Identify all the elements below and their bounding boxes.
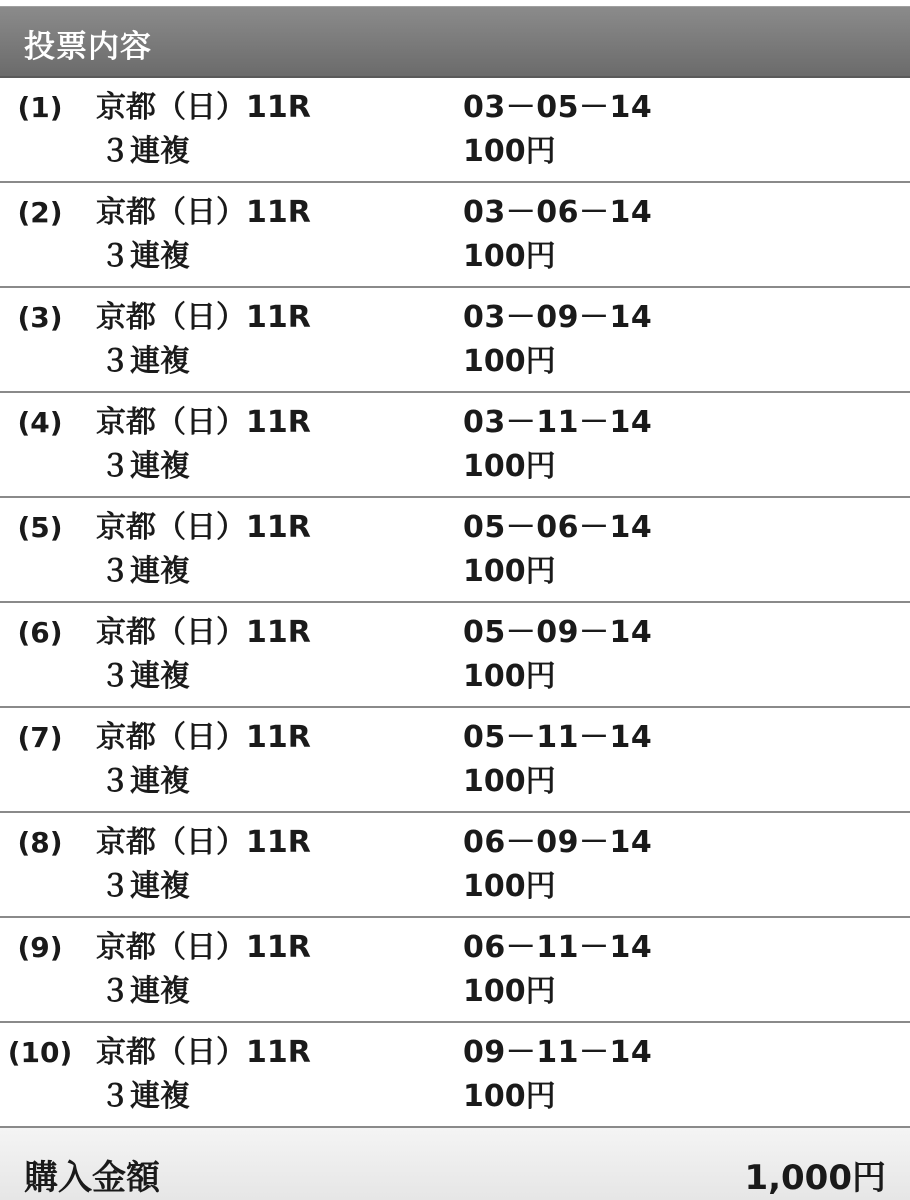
total-footer [0, 1128, 910, 1200]
bet-amount: 100円 [463, 344, 556, 379]
bet-amount: 100円 [463, 659, 556, 694]
bet-index: (4) [17, 406, 63, 439]
bet-index: (2) [17, 196, 63, 229]
bet-type: ３連複 [100, 869, 190, 904]
bet-index: (10) [7, 1036, 73, 1069]
bet-amount: 100円 [463, 134, 556, 169]
bet-row [0, 498, 910, 603]
bet-type: ３連複 [100, 1079, 190, 1114]
bet-venue-race: 京都（日）11R [96, 930, 311, 965]
bet-row [0, 393, 910, 498]
bet-index: (6) [17, 616, 63, 649]
bet-row [0, 1023, 910, 1128]
bet-type: ３連複 [100, 239, 190, 274]
bet-amount: 100円 [463, 1079, 556, 1114]
bet-amount: 100円 [463, 554, 556, 589]
bet-index: (7) [17, 721, 63, 754]
bet-index: (1) [17, 91, 63, 124]
bet-combination: 05－11－14 [463, 720, 653, 755]
bet-type: ３連複 [100, 449, 190, 484]
bet-venue-race: 京都（日）11R [96, 720, 311, 755]
bet-amount: 100円 [463, 239, 556, 274]
bet-row [0, 288, 910, 393]
bet-venue-race: 京都（日）11R [96, 510, 311, 545]
bet-type: ３連複 [100, 554, 190, 589]
bet-venue-race: 京都（日）11R [96, 825, 311, 860]
bet-amount: 100円 [463, 869, 556, 904]
bet-combination: 05－06－14 [463, 510, 653, 545]
bet-combination: 05－09－14 [463, 615, 653, 650]
bet-row [0, 813, 910, 918]
bet-index: (9) [17, 931, 63, 964]
section-header [0, 6, 910, 78]
bet-index: (3) [17, 301, 63, 334]
bet-amount: 100円 [463, 974, 556, 1009]
bet-combination: 06－11－14 [463, 930, 653, 965]
bet-venue-race: 京都（日）11R [96, 1035, 311, 1070]
bet-combination: 03－05－14 [463, 90, 653, 125]
bet-index: (8) [17, 826, 63, 859]
bet-list [0, 78, 910, 1128]
bet-row [0, 918, 910, 1023]
bet-venue-race: 京都（日）11R [96, 90, 311, 125]
bet-type: ３連複 [100, 344, 190, 379]
total-amount: 1,000円 [744, 1158, 886, 1198]
bet-amount: 100円 [463, 449, 556, 484]
bet-combination: 03－06－14 [463, 195, 653, 230]
bet-combination: 06－09－14 [463, 825, 653, 860]
bet-venue-race: 京都（日）11R [96, 195, 311, 230]
bet-combination: 09－11－14 [463, 1035, 653, 1070]
bet-venue-race: 京都（日）11R [96, 300, 311, 335]
bet-type: ３連複 [100, 974, 190, 1009]
bet-type: ３連複 [100, 134, 190, 169]
total-label: 購入金額 [24, 1158, 160, 1198]
bet-venue-race: 京都（日）11R [96, 615, 311, 650]
bet-row [0, 183, 910, 288]
section-title: 投票内容 [24, 29, 152, 65]
bet-combination: 03－11－14 [463, 405, 653, 440]
bet-row [0, 708, 910, 813]
bet-venue-race: 京都（日）11R [96, 405, 311, 440]
bet-type: ３連複 [100, 659, 190, 694]
bet-combination: 03－09－14 [463, 300, 653, 335]
bet-index: (5) [17, 511, 63, 544]
bet-type: ３連複 [100, 764, 190, 799]
bet-amount: 100円 [463, 764, 556, 799]
bet-row [0, 603, 910, 708]
bet-row [0, 78, 910, 183]
